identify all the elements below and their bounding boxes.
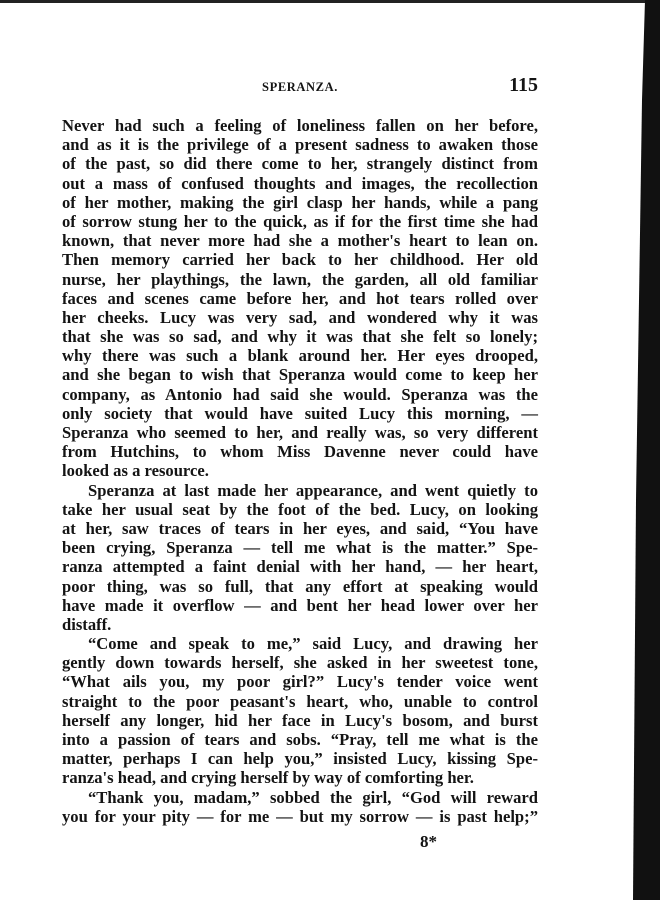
text-line: from Hutchins, to whom Miss Davenne never could have bbox=[62, 442, 538, 462]
text-line: of sorrow stung her to the quick, as if for the first time she had bbox=[62, 211, 538, 231]
text-line: “Thank you, madam,” sobbed the girl, “God will reward bbox=[88, 787, 538, 807]
text-line: known, that never more had she a mother's heart to lean on. bbox=[62, 231, 538, 251]
text-line: of the past, so did there come to her, strangely distinct from bbox=[62, 154, 538, 174]
text-line: faces and scenes came before her, and hot tears rolled over bbox=[62, 288, 538, 308]
text-line: of her mother, making the girl clasp her hands, while a pang bbox=[62, 192, 538, 212]
text-line: company, as Antonio had said she would. Speranza was the bbox=[62, 384, 538, 404]
page-header bbox=[62, 74, 538, 98]
text-line: out a mass of confused thoughts and images, the recollection bbox=[62, 173, 538, 193]
text-line: “Come and speak to me,” said Lucy, and drawing her bbox=[88, 634, 538, 654]
text-line: “What ails you, my poor girl?” Lucy's tender voice went bbox=[62, 672, 538, 692]
text-line: Speranza at last made her appearance, and went quietly to bbox=[88, 480, 538, 500]
text-line: ranza attempted a faint denial with her hand, — her heart, bbox=[62, 557, 538, 577]
text-line: distaff. bbox=[62, 614, 112, 634]
text-line: you for your pity — for me — but my sorrow — is past help;” bbox=[62, 806, 538, 826]
text-line: herself any longer, hid her face in Lucy's bosom, and burst bbox=[62, 710, 538, 730]
text-line: only society that would have suited Lucy this morning, — bbox=[62, 403, 538, 423]
text-line: gently down towards herself, she asked in her sweetest tone, bbox=[62, 653, 538, 673]
text-line: at her, saw traces of tears in her eyes, and said, “You have bbox=[62, 518, 538, 538]
text-line: ranza's head, and crying herself by way of comforting her. bbox=[62, 768, 474, 788]
text-line: been crying, Speranza — tell me what is the matter.” Spe- bbox=[62, 538, 538, 558]
page-number: 115 bbox=[509, 74, 538, 96]
text-line: Never had such a feeling of loneliness fallen on her before, bbox=[62, 116, 538, 135]
scan-top-edge bbox=[0, 0, 650, 3]
text-line: that she was so sad, and why it was that she felt so lonely; bbox=[62, 327, 538, 347]
running-title: SPERANZA. bbox=[262, 80, 338, 94]
text-line: matter, perhaps I can help you,” insisted Lucy, kissing Spe- bbox=[62, 749, 538, 769]
text-line: have made it overflow — and bent her head lower over her bbox=[62, 595, 538, 615]
text-line: straight to the poor peasant's heart, who, unable to control bbox=[62, 691, 538, 711]
text-line: and she began to wish that Speranza would come to keep her bbox=[62, 365, 538, 385]
text-line: nurse, her playthings, the lawn, the garden, all old familiar bbox=[62, 269, 538, 289]
text-line: and as it is the privilege of a present sadness to awaken those bbox=[62, 135, 538, 155]
text-line: Then memory carried her back to her childhood. Her old bbox=[62, 250, 538, 270]
text-line: into a passion of tears and sobs. “Pray, tell me what is the bbox=[62, 730, 538, 749]
signature-mark: 8* bbox=[420, 832, 437, 851]
body-text bbox=[62, 116, 538, 826]
text-line: Speranza who seemed to her, and really was, so very different bbox=[62, 423, 538, 442]
text-line: take her usual seat by the foot of the bed. Lucy, on looking bbox=[62, 499, 538, 519]
text-line: poor thing, was so full, that any effort at speaking would bbox=[62, 576, 538, 596]
text-line: why there was such a blank around her. Her eyes drooped, bbox=[62, 346, 538, 366]
text-line: looked as a resource. bbox=[62, 461, 209, 481]
text-line: her cheeks. Lucy was very sad, and wondered why it was bbox=[62, 307, 538, 327]
